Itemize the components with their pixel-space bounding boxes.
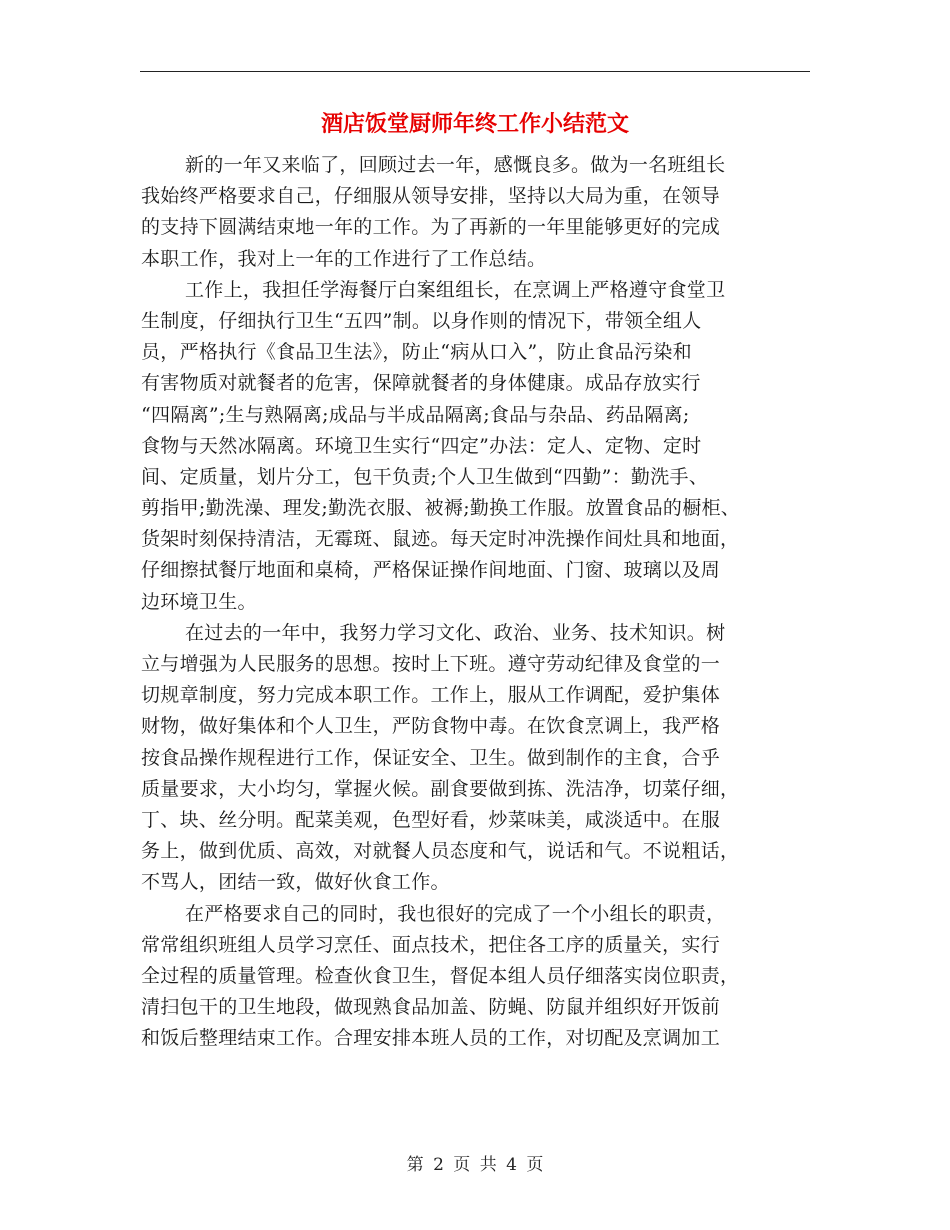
paragraph-4-line-1: 在严格要求自己的同时，我也很好的完成了一个小组长的职责， [185, 902, 726, 925]
paragraph-3-line-3: 切规章制度，努力完成本职工作。工作上，服从工作调配，爱护集体 [141, 684, 721, 707]
paragraph-2-line-2: 生制度，仔细执行卫生“五四”制。以身作则的情况下，带领全组人 [141, 309, 702, 332]
paragraph-2-line-7: 间、定质量，划片分工，包干负责;个人卫生做到“四勤”：勤洗手、 [141, 465, 709, 488]
paragraph-4-line-5: 和饭后整理结束工作。合理安排本班人员的工作，对切配及烹调加工 [141, 1027, 721, 1050]
paragraph-1-line-3: 的支持下圆满结束地一年的工作。为了再新的一年里能够更好的完成 [141, 216, 721, 239]
paragraph-4-line-2: 常常组织班组人员学习烹任、面点技术，把住各工序的质量关，实行 [141, 933, 721, 956]
paragraph-3-line-4: 财物，做好集体和个人卫生，严防食物中毒。在饮食烹调上，我严格 [141, 715, 721, 738]
paragraph-3-line-6: 质量要求，大小均匀，掌握火候。副食要做到拣、洗洁净，切菜仔细， [141, 777, 740, 800]
paragraph-3-line-8: 务上，做到优质、高效，对就餐人员态度和气，说话和气。不说粗话， [141, 840, 740, 863]
page-number: 第 2 页 共 4 页 [406, 1155, 544, 1175]
paragraph-3-line-7: 丁、块、丝分明。配菜美观，色型好看，炒菜味美，咸淡适中。在服 [141, 808, 721, 831]
paragraph-1-line-2: 我始终严格要求自己，仔细服从领导安排，坚持以大局为重，在领导 [141, 185, 721, 208]
paragraph-2-line-4: 有害物质对就餐者的危害，保障就餐者的身体健康。成品存放实行 [141, 372, 701, 395]
paragraph-2-line-1: 工作上，我担任学海餐厅白案组组长，在烹调上严格遵守食堂卫 [185, 278, 726, 301]
paragraph-3-line-2: 立与增强为人民服务的思想。按时上下班。遵守劳动纪律及食堂的一 [141, 653, 721, 675]
paragraph-4-line-4: 清扫包干的卫生地段，做现熟食品加盖、防蝇、防鼠并组织好开饭前 [141, 996, 721, 1019]
paragraph-4-line-3: 全过程的质量管理。检查伙食卫生，督促本组人员仔细落实岗位职责， [141, 964, 740, 987]
paragraph-3-line-1: 在过去的一年中，我努力学习文化、政治、业务、技术知识。树 [185, 621, 726, 644]
paragraph-2-line-5: “四隔离”;生与熟隔离;成品与半成品隔离;食品与杂品、药品隔离; [141, 403, 690, 426]
paragraph-2-line-3: 员，严格执行《食品卫生法》，防止“病从口入”，防止食品污染和 [141, 341, 692, 364]
paragraph-3-line-9: 不骂人，团结一致，做好伙食工作。 [141, 871, 450, 894]
header-rule [140, 71, 810, 72]
paragraph-2-line-6: 食物与天然冰隔离。环境卫生实行“四定”办法：定人、定物、定时 [141, 434, 702, 457]
paragraph-1-line-1: 新的一年又来临了，回顾过去一年，感慨良多。做为一名班组长 [185, 154, 726, 176]
paragraph-3-line-5: 按食品操作规程进行工作，保证安全、卫生。做到制作的主食，合乎 [141, 746, 721, 769]
paragraph-2-line-10: 仔细擦拭餐厅地面和桌椅，严格保证操作间地面、门窗、玻璃以及周 [141, 559, 721, 582]
paragraph-2-line-8: 剪指甲;勤洗澡、理发;勤洗衣服、被褥;勤换工作服。放置食品的橱柜、 [141, 497, 741, 520]
document-body [141, 150, 809, 1054]
document-title: 酒店饭堂厨师年终工作小结范文 [320, 112, 629, 137]
paragraph-2-line-9: 货架时刻保持清洁，无霉斑、鼠迹。每天定时冲洗操作间灶具和地面， [141, 528, 740, 551]
paragraph-2-line-11: 边环境卫生。 [141, 590, 257, 613]
paragraph-1-line-4: 本职工作，我对上一年的工作进行了工作总结。 [141, 247, 547, 270]
